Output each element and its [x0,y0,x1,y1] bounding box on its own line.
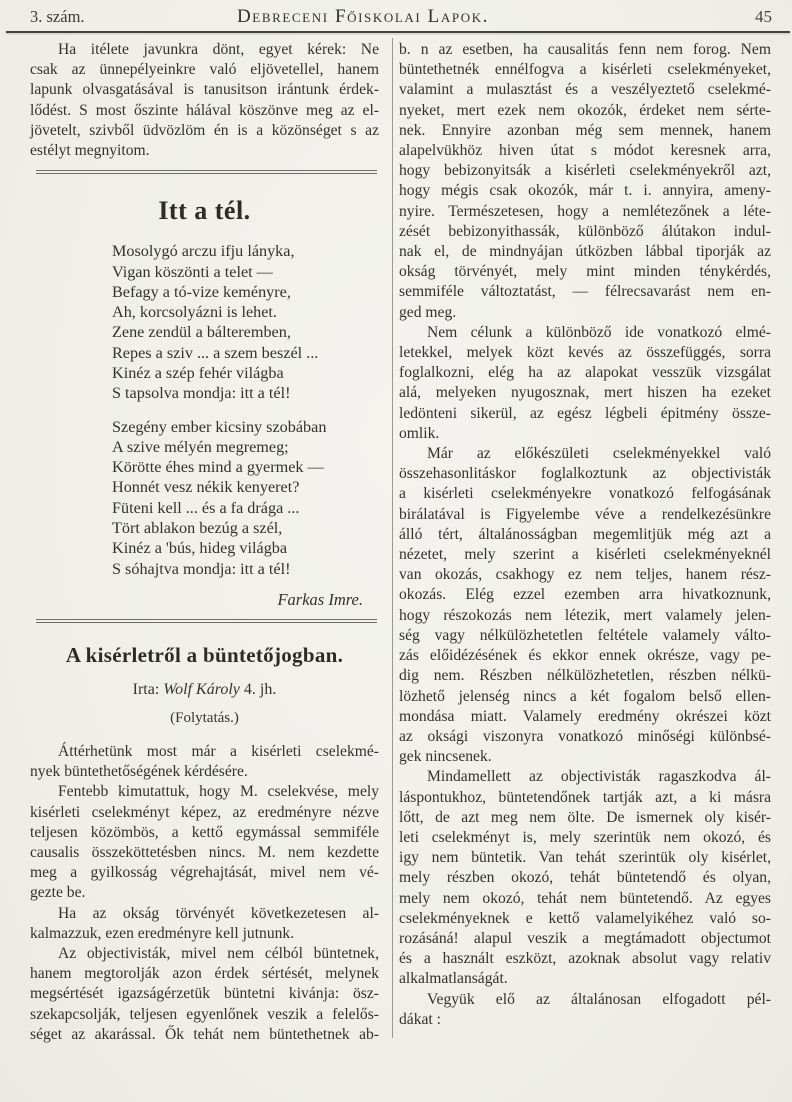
text-line: Zene zendül a bálteremben, [112,323,291,342]
text-line: meg a gyilkosság végrehajtását, mivel nem vé- [30,864,379,882]
text-line: hanem megtorolják azon érdek sértését, melynek [30,965,379,983]
text-line: okozás. Elég ezzel ezemben arra hivatkoznunk, [399,586,771,604]
article-paragraph-1 [30,742,379,782]
article-paragraph-2 [30,782,379,903]
text-line: az oksági viszonyra vonatkozó minőségi különbsé- [399,727,771,745]
text-line: mondása miatt. Valamely eredmény okrészei közt [399,707,771,725]
text-line: Tört ablakon bezúg a szél, [112,519,283,538]
text-line: ledönteni sikerül, az egész légbeli épitmény össze- [399,404,771,422]
text-line: van okozás, csakhogy ez nem teljes, hanem rész- [399,566,771,584]
text-line: jövetelt, szivből üdvözlöm én is a közönséget s az [30,121,379,139]
article-paragraph-3 [30,904,379,944]
text-line: nyire. Természetesen, hogy a nemlétezőnek a léte- [399,202,771,220]
text-line: mely nem okozó, tehát nem büntetendő. Az egyes [399,889,771,907]
byline-prefix: Irta: [132,680,164,698]
text-line: ség vagy nélkülözhetetlen feltétele valamely válto- [399,626,771,644]
poem-title: Itt a tél. [158,196,251,226]
text-line: kisérleti cselekményt képez, az eredményre nézve [30,803,379,821]
text-line: Nem célunk a különböző ide vonatkozó elmé- [427,323,771,341]
text-line: nak el, de mindnyájan útközben lábbal tiporják az [399,243,771,261]
text-line: semmiféle változtatást, — félrecsavarást nem en- [399,283,771,301]
right-paragraph-4 [399,767,771,989]
header-rule [6,31,790,33]
text-line: gezte be. [30,884,86,902]
text-line: b. n az esetben, ha causalitás fenn nem forog. Nem [399,41,771,58]
byline-author: Wolf Károly [163,680,240,698]
text-line: Fentebb kimutattuk, hogy M. cselekvése, mely [58,783,379,801]
text-line: S tapsolva mondja: itt a tél! [112,384,291,403]
text-line: hogy részokozás nem létezik, mert valamely jelen- [399,606,771,624]
text-line: Szegény ember kicsiny szobában [112,417,327,436]
text-line: lapunk olvasgatásával is tanusitson irántunk érdek- [30,81,379,99]
right-paragraph-2 [399,323,771,444]
text-line: Mindamellett az objectivisták ragaszkodva ál- [427,768,771,786]
text-line: alkalmatlanságát. [399,970,508,988]
text-line: A szive mélyén megremeg; [112,437,289,456]
text-line: dig nem. Részben nélkülözhetetlen, részben nélkü- [399,667,771,685]
text-line: Körötte éhes mind a gyermek — [112,458,324,477]
text-line: gek nincsenek. [399,748,492,766]
text-line: causalis összeköttetésben nincs. M. nem kezdette [30,843,379,861]
text-line: láspontukhoz, büntetendőnek tartják azt, a ki másra [399,788,771,806]
text-line: Már az előkészületi cselekményekkel való [427,445,771,463]
continuation-note: (Folytatás.) [170,709,239,726]
text-line: rozásáná! alapul veszik a megtámadott objectumot [399,929,771,947]
issue-number: 3. szám. [30,7,85,26]
text-line: Az objectivisták, mivel nem célból büntetnek, [58,945,379,962]
text-line: teljesen közömbös, a kettő egymással semmiféle [30,823,379,841]
article-title: A kisérletről a büntetőjogban. [65,642,344,667]
text-line: Mosolygó arczu ifju lányka, [112,242,295,261]
text-line: mely részben okozó, tehát büntetendő és olyan, [399,869,771,887]
text-line: zás előidézésének és ekkor ennek okrésze, vagy pe- [399,647,771,665]
text-line: nézetet, mely szerint a kisérleti cselekményeknél [399,546,771,564]
text-line: hogy bebizonyitsák a kisérleti cselekményekről azt, [399,162,771,180]
column-divider [392,38,393,1038]
text-line: lődést. S most őszinte hálával köszönve meg az el- [30,101,379,119]
text-line: lőtt, de azt meg nem ölte. De ismernek oly kisér- [399,808,771,826]
text-line: nyeket, mert ezek nem okozók, érdeket nem sérte- [399,101,771,119]
text-line: igy nem büntetik. Van tehát szerintük oly kisérlet, [399,849,771,867]
text-line: Repes a sziv ... a szem beszél ... [112,343,319,362]
text-line: Ah, korcsolyázni is lehet. [112,303,277,322]
right-paragraph-1 [399,40,771,323]
text-line: zését bebizonyithassák, különböző álútakon indul- [399,222,771,240]
page-number: 45 [755,7,772,26]
text-line: hogy mégis csak okozók, már t. i. annyira, ameny- [399,182,771,200]
poem-stanza-1 [30,241,379,403]
text-line: nek. Ennyire azonban még sem mennek, hanem [399,121,771,139]
page-header [30,6,772,30]
right-column [399,40,771,1030]
article-byline [30,681,379,699]
left-column [30,40,379,1045]
text-line: okság törvényét, mely mint minden ténykérdés, [399,263,771,281]
text-line: Befagy a tó-vize keményre, [112,282,291,301]
text-line: megsértését igazságérzetük büntetni kivánja: ösz- [30,985,379,1003]
text-line: letekkel, melyek közt kevés az összefüggés, sorra [399,344,771,362]
text-line: valamint a mulasztást és a veszélyeztető cselekmé- [399,81,771,99]
text-line: Füteni kell ... és a fa drága ... [112,498,300,517]
text-line: Vegyük elő az általánosan elfogadott pél- [427,990,771,1008]
text-line: a kisérleti cselekményekre vonatkozó felfogásának [399,485,771,503]
text-line: Áttérhetünk most már a kisérleti cselekmé- [58,742,379,760]
article-paragraph-4 [30,944,379,1045]
text-line: Ha az okság törvényét következetesen al- [58,904,379,922]
text-line: dákat : [399,1010,441,1028]
text-line: csak az ünnepélyeinkre való eljövetellel, hanem [30,61,379,79]
byline-suffix: 4. jh. [239,680,277,698]
text-line: ged meg. [399,303,457,321]
poem-stanza-2 [30,417,379,579]
text-line: S sóhajtva mondja: itt a tél! [112,559,291,578]
section-rule [36,619,377,623]
text-line: Ha itélete javunkra dönt, egyet kérek: Ne [58,41,379,58]
text-line: nyek büntethetőségének kérdésére. [30,763,248,781]
intro-paragraph [30,40,379,161]
text-line: leti cselekményt is, mely szerintük nem okozó, és [399,828,771,846]
text-line: alapelvükhöz hiven útat s módot keresnek arra, [399,142,771,160]
text-line: lözhető jelenség nincs a két fogalom belső ellen- [399,687,771,705]
text-line: omlik. [399,424,440,442]
text-line: kalmazzuk, ezen eredményre kell jutnunk. [30,924,295,942]
poem-author: Farkas Imre. [277,589,363,609]
text-line: Kinéz a 'bús, hideg világba [112,539,288,558]
text-line: büntethetnék ennélfogva a kisérleti cselekményeket, [399,61,771,79]
text-line: szekapcsolják, teljesen egyenlőnek veszik a felelős- [30,1005,379,1023]
text-line: Honnét vesz nékik kenyeret? [112,478,300,497]
right-paragraph-5 [399,990,771,1030]
text-line: Vigan köszönti a telet — [112,262,273,281]
text-line: és a használt eszközt, azoknak absolut vagy relativ [399,950,771,968]
text-line: Kinéz a szép fehér világba [112,364,284,382]
text-line: séget az akarással. Ők tehát nem büntethetnek ab- [30,1025,379,1043]
text-line: összehasonlitáskor foglalkoztunk az objectivisták [399,465,771,483]
text-line: estélyt megnyitom. [30,142,150,160]
text-line: álló tért, általánosságban megemlitjük még azt a [399,525,771,543]
text-line: alá, melyeken nyugosznak, mert hiszen ha ezeket [399,384,771,402]
text-line: foglalkozni, elég ha az alapokat vesszük vizsgálat [399,364,771,382]
text-line: birálatával is Figyelembe véve a rendelkezésünkre [399,505,771,523]
right-paragraph-3 [399,444,771,767]
section-rule [36,170,377,174]
text-line: cselekményeknek e kettő valamelyikéhez való so- [399,909,771,927]
journal-title: Debreceni Főiskolai Lapok. [236,6,490,27]
